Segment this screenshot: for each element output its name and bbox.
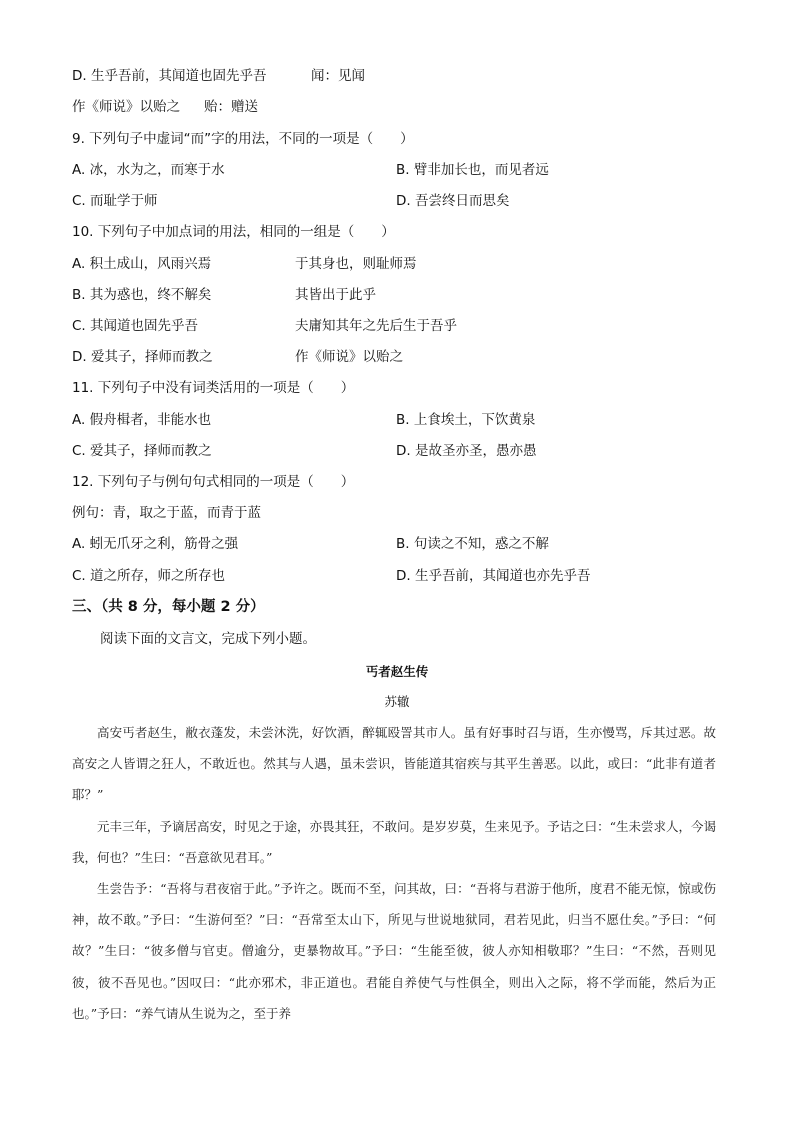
q8-option-d-gloss2: 贻：赠送: [204, 99, 258, 115]
q10-option-d-left: D. 爱其子，择师而教之: [72, 349, 213, 365]
q11-option-a: A. 假舟楫者，非能水也: [72, 412, 212, 428]
q12-option-d: D. 生乎吾前，其闻道也亦先乎吾: [396, 568, 591, 584]
q8-option-d-text: D. 生乎吾前，其闻道也固先乎吾: [72, 68, 267, 84]
q12-example: 例句：青，取之于蓝，而青于蓝: [72, 505, 261, 521]
q9-stem: 9. 下列句子中虚词“而”字的用法，不同的一项是（ ）: [72, 131, 414, 147]
q12-option-b: B. 句读之不知，惑之不解: [396, 536, 549, 552]
q10-option-a-right: 于其身也，则耻师焉: [295, 256, 417, 272]
q9-option-d: D. 吾尝终日而思矣: [396, 193, 510, 209]
q12-stem: 12. 下列句子与例句句式相同的一项是（ ）: [72, 474, 355, 490]
q11-stem: 11. 下列句子中没有词类活用的一项是（ ）: [72, 380, 355, 396]
q10-option-c-left: C. 其闻道也固先乎吾: [72, 318, 199, 334]
section-3-heading: 三、（共 8 分，每小题 2 分）: [72, 599, 265, 615]
q10-option-c-right: 夫庸知其年之先后生于吾乎: [295, 318, 457, 334]
q11-option-d: D. 是故圣亦圣，愚亦愚: [396, 443, 537, 459]
q9-option-b: B. 臂非加长也，而见者远: [396, 162, 549, 178]
section-3-instruction: 阅读下面的文言文，完成下列小题。: [100, 631, 316, 647]
passage-paragraph-3: 生尝告予：“吾将与君夜宿于此。”予许之。既而不至，问其故，曰：“吾将与君游于他所，度君不能无惊，惊或伤神，故不敢。”予曰：“生游何至？”曰：“吾常至太山下，所见与世说地狱同，君若见此，归当不愿仕矣。”予曰：“何故？”生曰：“彼多僧与官吏。僧逾分，吏暴物故耳。”予曰：“生能至彼，彼人亦知相敬耶？”生曰：“不然，吾则见彼，彼不吾见也。”因叹曰：“此亦邪术，非正道也。君能自养使气与性俱全，则出入之际，将不学而能，然后为正也。”予曰：“养气请从生说为之，至于养: [72, 881, 716, 1021]
q12-option-c: C. 道之所存，师之所存也: [72, 568, 226, 584]
q10-option-d-right: 作《师说》以贻之: [295, 349, 403, 365]
q10-option-a-left: A. 积土成山，风雨兴焉: [72, 256, 212, 272]
q12-option-a: A. 蚓无爪牙之利，筋骨之强: [72, 536, 239, 552]
passage-paragraph-1: 高安丐者赵生，敝衣蓬发，未尝沐洗，好饮酒，醉辄殴詈其市人。虽有好事时召与语，生亦慢骂，斥其过恶。故高安之人皆谓之狂人，不敢近也。然其与人遇，虽未尝识，皆能道其宿疾与其平生善恶。以此，或曰：“此非有道者耶？”: [72, 725, 716, 803]
q9-option-c: C. 而耻学于师: [72, 193, 158, 209]
q11-option-c: C. 爱其子，择师而教之: [72, 443, 212, 459]
q10-option-b-right: 其皆出于此乎: [295, 287, 376, 303]
q9-option-a: A. 冰，水为之，而寒于水: [72, 162, 225, 178]
passage-title: 丐者赵生传: [365, 664, 429, 679]
q10-option-b-left: B. 其为惑也，终不解矣: [72, 287, 212, 303]
q8-option-d: [72, 66, 266, 86]
q8-option-d-gloss: 闻：见闻: [311, 68, 365, 84]
passage-paragraph-2: 元丰三年，予谪居高安，时见之于途，亦畏其狂，不敢问。是岁岁莫，生来见予。予诘之曰：“生未尝求人，今谒我，何也？”生曰：“吾意欲见君耳。”: [72, 818, 716, 865]
q11-option-b: B. 上食埃土，下饮黄泉: [396, 412, 536, 428]
passage-body: [72, 717, 716, 1029]
passage-author: 苏辙: [384, 694, 410, 709]
q8-option-d-line2: 作《师说》以贻之: [72, 99, 180, 115]
q10-stem: 10. 下列句子中加点词的用法，相同的一组是（ ）: [72, 224, 395, 240]
